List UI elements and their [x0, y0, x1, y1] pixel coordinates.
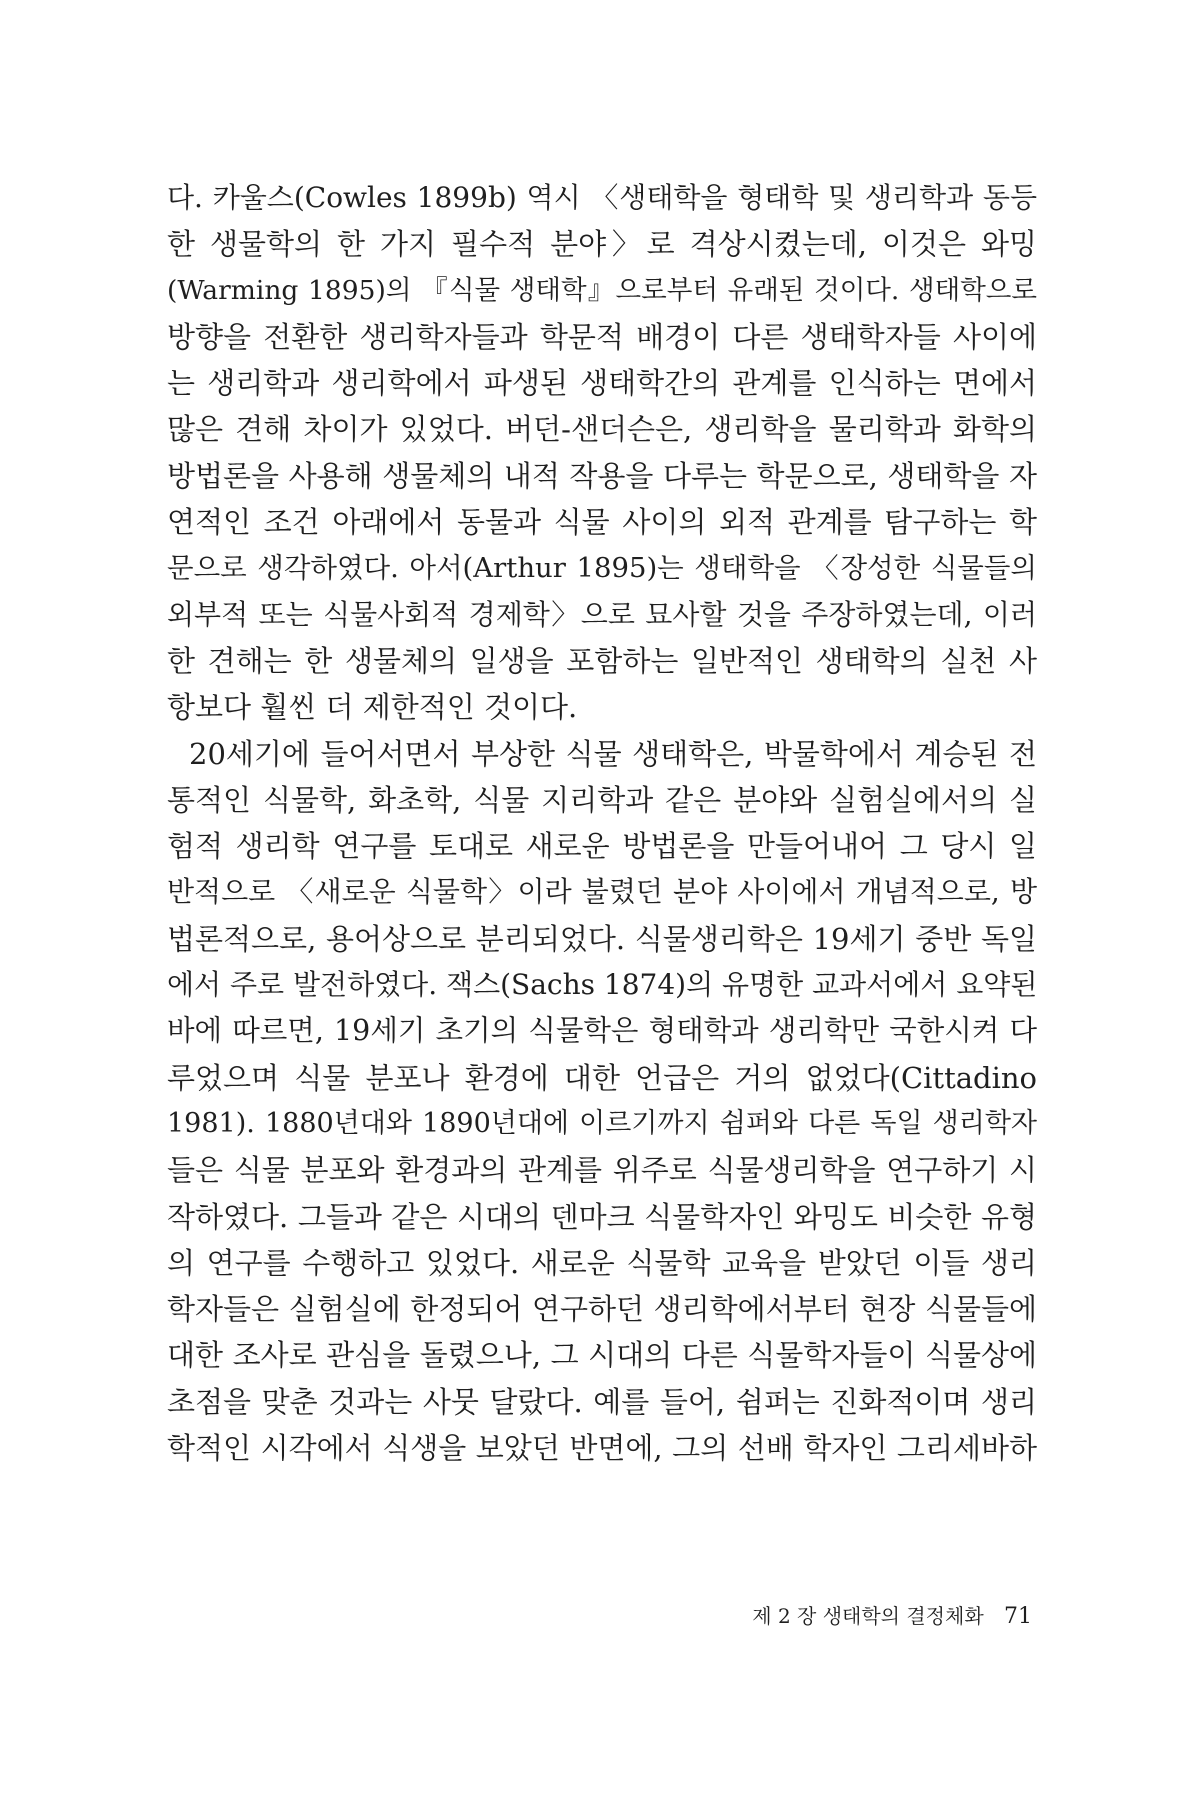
text-line: 1981). 1880년대와 1890년대에 이르기까지 쉼퍼와 다른 독일 생리학자 — [167, 1107, 1037, 1139]
text-line: 20세기에 들어서면서 부상한 식물 생태학은, 박물학에서 계승된 전 — [189, 736, 1037, 771]
text-line: 에서 주로 발전하였다. 잭스(Sachs 1874)의 유명한 교과서에서 요약된 — [167, 968, 1037, 1002]
text-line: 법론적으로, 용어상으로 분리되었다. 식물생리학은 19세기 중반 독일 — [167, 921, 1037, 956]
text-line: 많은 견해 차이가 있었다. 버던-샌더슨은, 생리학을 물리학과 화학의 — [167, 412, 1037, 447]
text-line: 한 견해는 한 생물체의 일생을 포함하는 일반적인 생태학의 실천 사 — [167, 643, 1037, 678]
text-line: 반적으로 〈새로운 식물학〉이라 불렸던 분야 사이에서 개념적으로, 방 — [167, 875, 1037, 909]
text-line: (Warming 1895)의 『식물 생태학』으로부터 유래된 것이다. 생태학으로 — [167, 274, 1037, 306]
text-line: 연적인 조건 아래에서 동물과 식물 사이의 외적 관계를 탐구하는 학 — [167, 505, 1037, 540]
text-line: 학자들은 실험실에 한정되어 연구하던 생리학에서부터 현장 식물들에 — [167, 1292, 1037, 1327]
text-line: 한 생물학의 한 가지 필수적 분야〉로 격상시켰는데, 이것은 와밍 — [167, 227, 1037, 262]
text-line: 항보다 훨씬 더 제한적인 것이다. — [167, 690, 578, 725]
text-line: 들은 식물 분포와 환경과의 관계를 위주로 식물생리학을 연구하기 시 — [167, 1153, 1037, 1188]
page-footer — [752, 1600, 1032, 1629]
text-line: 루었으며 식물 분포나 환경에 대한 언급은 거의 없었다(Cittadino — [167, 1060, 1037, 1095]
running-chapter-title: 제 2 장 생태학의 결정체화 — [752, 1604, 984, 1628]
text-line: 통적인 식물학, 화초학, 식물 지리학과 같은 분야와 실험실에서의 실 — [167, 782, 1037, 817]
text-line: 대한 조사로 관심을 돌렸으나, 그 시대의 다른 식물학자들이 식물상에 — [167, 1338, 1037, 1373]
body-text — [167, 175, 1037, 1471]
text-line: 외부적 또는 식물사회적 경제학〉으로 묘사할 것을 주장하였는데, 이러 — [167, 597, 1037, 631]
text-line: 작하였다. 그들과 같은 시대의 덴마크 식물학자인 와밍도 비슷한 유형 — [167, 1199, 1037, 1234]
text-line: 바에 따르면, 19세기 초기의 식물학은 형태학과 생리학만 국한시켜 다 — [167, 1014, 1037, 1048]
text-line: 학적인 시각에서 식생을 보았던 반면에, 그의 선배 학자인 그리세바하 — [167, 1431, 1037, 1466]
text-line: 방향을 전환한 생리학자들과 학문적 배경이 다른 생태학자들 사이에 — [167, 319, 1037, 354]
text-line: 초점을 맞춘 것과는 사뭇 달랐다. 예를 들어, 쉼퍼는 진화적이며 생리 — [167, 1384, 1037, 1419]
text-line: 다. 카울스(Cowles 1899b) 역시 〈생태학을 형태학 및 생리학과 동등 — [167, 181, 1037, 214]
text-line: 방법론을 사용해 생물체의 내적 작용을 다루는 학문으로, 생태학을 자 — [167, 458, 1037, 493]
text-line: 의 연구를 수행하고 있었다. 새로운 식물학 교육을 받았던 이들 생리 — [167, 1245, 1037, 1280]
text-line: 문으로 생각하였다. 아서(Arthur 1895)는 생태학을 〈장성한 식물들의 — [167, 552, 1037, 585]
text-line: 는 생리학과 생리학에서 파생된 생태학간의 관계를 인식하는 면에서 — [167, 366, 1037, 401]
text-line: 험적 생리학 연구를 토대로 새로운 방법론을 만들어내어 그 당시 일 — [167, 829, 1037, 864]
page-number: 71 — [1004, 1604, 1032, 1629]
